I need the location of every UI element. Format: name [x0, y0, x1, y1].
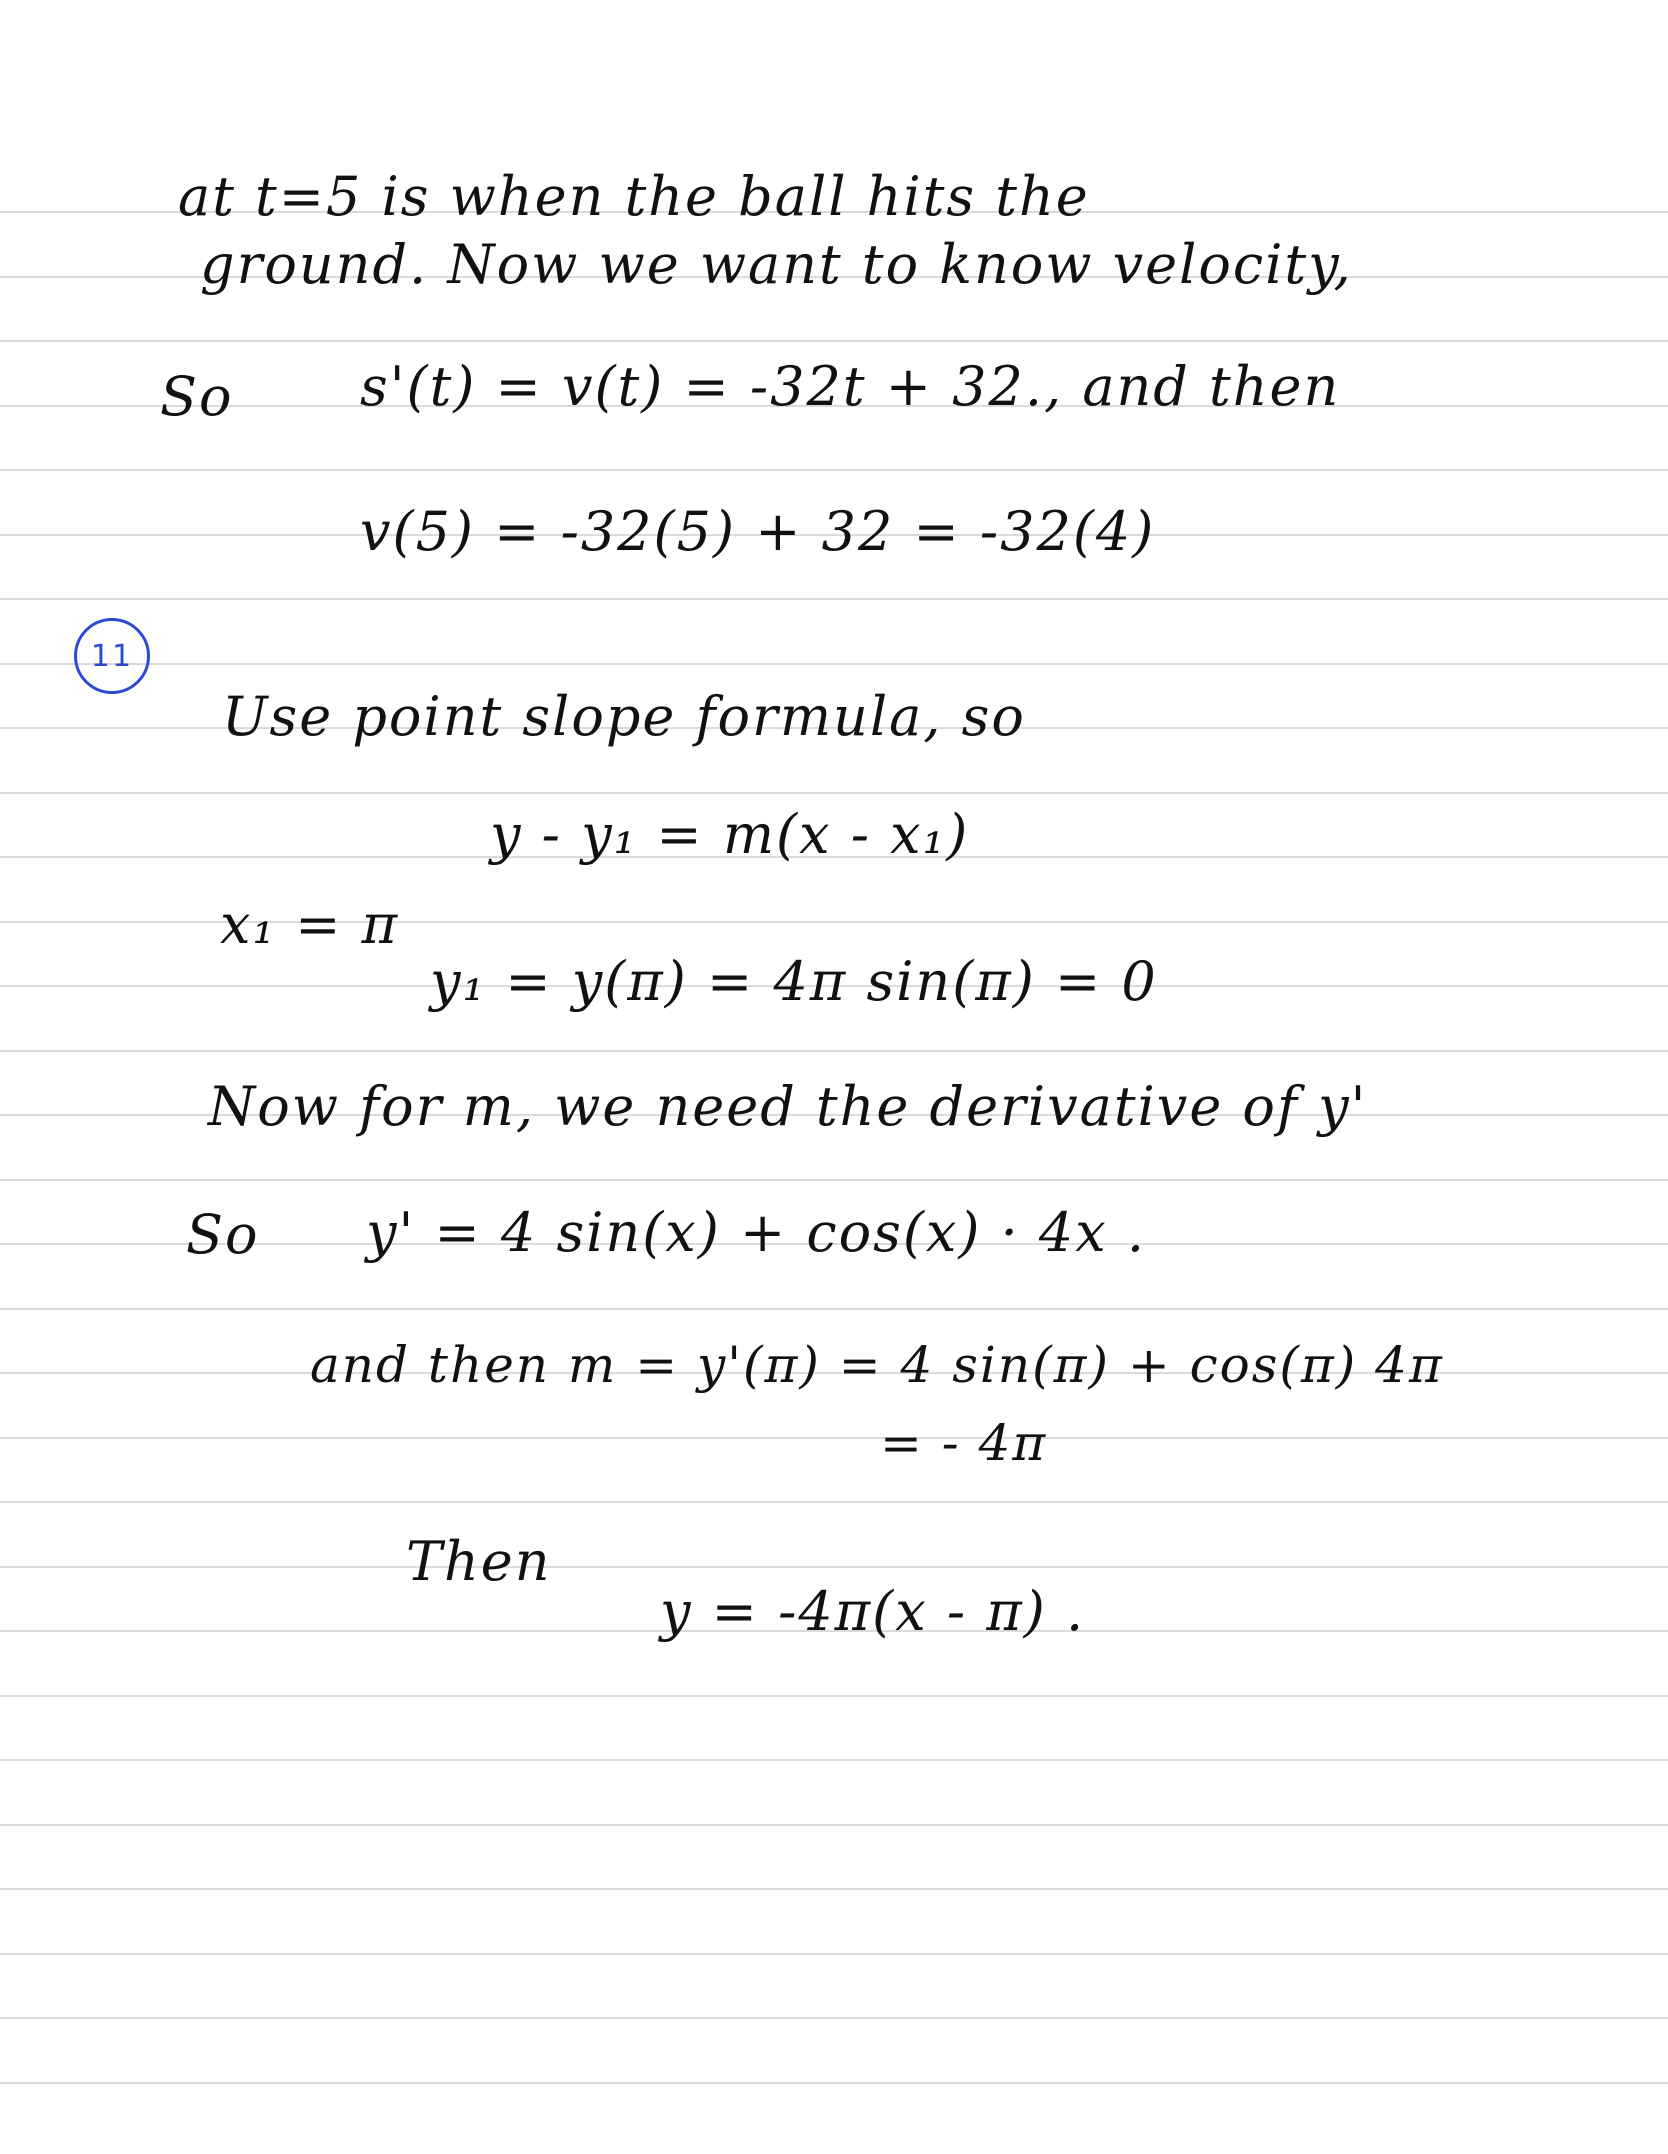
problem-number: 11 [90, 638, 134, 674]
handwritten-line-9: Now for m, we need the derivative of y' [208, 1075, 1368, 1138]
handwritten-so-1: So [160, 365, 234, 428]
handwritten-line-7: x₁ = π [220, 893, 400, 956]
handwritten-line-5: Use point slope formula, so [222, 685, 1026, 748]
handwritten-line-10: y' = 4 sin(x) + cos(x) · 4x . [366, 1201, 1147, 1264]
handwritten-line-4: v(5) = -32(5) + 32 = -32(4) [360, 500, 1156, 563]
handwritten-line-12: = - 4π [880, 1414, 1048, 1472]
handwritten-then: Then [406, 1530, 552, 1593]
handwritten-line-8: y₁ = y(π) = 4π sin(π) = 0 [430, 950, 1158, 1013]
handwritten-line-11: and then m = y'(π) = 4 sin(π) + cos(π) 4π [310, 1336, 1444, 1394]
handwritten-line-2: ground. Now we want to know velocity, [200, 233, 1353, 296]
handwritten-line-3: s'(t) = v(t) = -32t + 32., and then [360, 355, 1341, 418]
handwritten-so-2: So [186, 1203, 260, 1266]
handwritten-line-6: y - y₁ = m(x - x₁) [490, 803, 970, 866]
problem-number-circle [74, 618, 150, 694]
handwritten-line-14: y = -4π(x - π) . [660, 1580, 1086, 1643]
handwritten-line-1: at t=5 is when the ball hits the [178, 165, 1090, 228]
